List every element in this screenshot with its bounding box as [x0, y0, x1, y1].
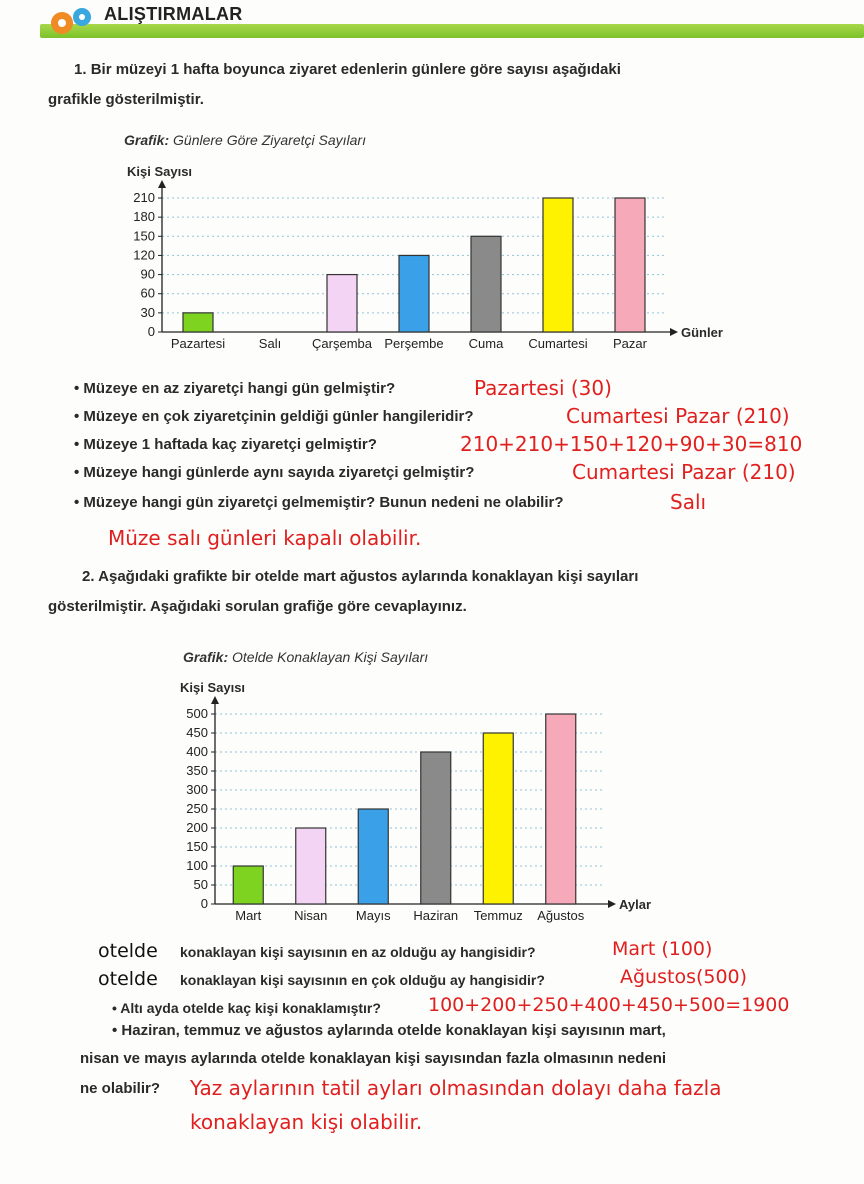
- q1-answer-4: Cumartesi Pazar (210): [572, 460, 796, 484]
- y-tick-label: 300: [186, 782, 208, 797]
- q2-question-2: konaklayan kişi sayısının en çok olduğu ay hangisidir?: [180, 972, 545, 988]
- gear-logo-icon: [44, 3, 104, 37]
- bar-7: [615, 198, 645, 332]
- q2-question-1: konaklayan kişi sayısının en az olduğu ay hangisidir?: [180, 944, 536, 960]
- header-bar: [40, 24, 864, 38]
- y-tick-label: 250: [186, 801, 208, 816]
- bar-4: [399, 255, 429, 332]
- y-tick-label: 400: [186, 744, 208, 759]
- category-label-4: Perşembe: [384, 336, 444, 351]
- category-label-1: Pazartesi: [170, 336, 226, 351]
- q2-text: [48, 562, 838, 622]
- category-label-2: Nisan: [294, 908, 328, 923]
- y-axis-arrow: [211, 696, 219, 704]
- y-tick-label: 0: [200, 896, 208, 911]
- y-tick-label: 30: [140, 304, 155, 320]
- q2-last-question-line3: ne olabilir?: [80, 1080, 161, 1097]
- y-tick-label: 200: [186, 820, 208, 835]
- page-title: ALIŞTIRMALAR: [104, 4, 243, 24]
- y-tick-label: 120: [133, 247, 155, 263]
- q2-handwritten-word-1: otelde: [98, 940, 158, 962]
- category-label-3: Mayıs: [355, 908, 391, 923]
- y-tick-label: 0: [147, 324, 155, 339]
- y-tick-label: 90: [140, 266, 155, 282]
- y-tick-label: 500: [186, 706, 208, 721]
- q1-answer-3: 210+210+150+120+90+30=810: [460, 432, 803, 456]
- q2-handwritten-word-2: otelde: [98, 968, 158, 990]
- y-tick-label: 350: [186, 763, 208, 778]
- y-axis-label: Kişi Sayısı: [127, 164, 193, 179]
- category-label-1: Mart: [235, 908, 262, 923]
- q1-answer-5: Salı: [670, 490, 707, 514]
- q1-answer-1: Pazartesi (30): [474, 376, 612, 400]
- q1-answer-2: Cumartesi Pazar (210): [566, 404, 790, 428]
- category-label-3: Çarşemba: [312, 336, 372, 351]
- q2-last-answer-line1: Yaz aylarının tatil ayları olmasından dolayı daha fazla: [190, 1076, 722, 1100]
- q1-text: [48, 55, 838, 115]
- category-label-2: Salı: [258, 336, 282, 351]
- category-label-6: Ağustos: [537, 908, 585, 923]
- y-tick-label: 50: [193, 877, 208, 892]
- bar-6: [543, 198, 573, 332]
- y-tick-label: 60: [140, 285, 155, 301]
- q2-last-question-line2: nisan ve mayıs aylarında otelde konaklayan kişi sayısından fazla olmasının nedeni: [80, 1050, 667, 1067]
- chart2: [170, 668, 670, 928]
- chart2-title: Grafik: Otelde Konaklayan Kişi Sayıları: [183, 649, 429, 665]
- q2-text-line1: Aşağıdaki grafikte bir otelde mart ağustos aylarında konaklayan kişi sayıları: [98, 568, 639, 585]
- q1-question-3: • Müzeye 1 haftada kaç ziyaretçi gelmiştir?: [74, 436, 377, 453]
- q2-answer-1: Mart (100): [612, 938, 713, 960]
- category-label-4: Haziran: [413, 908, 459, 923]
- y-tick-label: 450: [186, 725, 208, 740]
- y-tick-label: 210: [133, 190, 155, 205]
- x-axis-arrow: [670, 328, 678, 336]
- q1-question-5: • Müzeye hangi gün ziyaretçi gelmemiştir? Bunun nedeni ne olabilir?: [74, 494, 564, 511]
- bar-5: [471, 236, 501, 332]
- y-axis-arrow: [158, 180, 166, 188]
- q2-text-line2: gösterilmiştir. Aşağıdaki sorulan grafiğe göre cevaplayınız.: [48, 598, 467, 615]
- x-axis-label: Günler: [681, 325, 723, 340]
- category-label-7: Pazar: [613, 336, 647, 351]
- y-tick-label: 150: [186, 839, 208, 854]
- q2-last-question-line1: • Haziran, temmuz ve ağustos aylarında otelde konaklayan kişi sayısının mart,: [112, 1022, 666, 1039]
- category-label-5: Cuma: [468, 336, 504, 351]
- y-tick-label: 180: [133, 209, 155, 225]
- q2-number: 2.: [82, 568, 95, 585]
- bar-6: [546, 714, 576, 904]
- x-axis-arrow: [608, 900, 616, 908]
- bar-1: [233, 866, 263, 904]
- bar-5: [483, 733, 513, 904]
- q2-question-3: • Altı ayda otelde kaç kişi konaklamıştır?: [112, 1000, 381, 1016]
- q1-question-1: • Müzeye en az ziyaretçi hangi gün gelmiştir?: [74, 380, 396, 397]
- bar-3: [327, 275, 357, 332]
- chart1-title: Grafik: Günlere Göre Ziyaretçi Sayıları: [124, 132, 366, 148]
- category-label-5: Temmuz: [473, 908, 523, 923]
- bar-3: [358, 809, 388, 904]
- y-tick-label: 100: [186, 858, 208, 873]
- y-tick-label: 150: [133, 228, 155, 244]
- category-label-6: Cumartesi: [528, 336, 588, 351]
- q1-question-2: • Müzeye en çok ziyaretçinin geldiği günler hangileridir?: [74, 408, 474, 425]
- q1-text-line2: grafikle gösterilmiştir.: [48, 91, 204, 108]
- q1-number: 1.: [74, 61, 87, 78]
- q1-text-line1: Bir müzeyi 1 hafta boyunca ziyaret edenlerin günlere göre sayısı aşağıdaki: [90, 61, 621, 78]
- bar-4: [421, 752, 451, 904]
- chart1: [110, 150, 750, 360]
- y-axis-label: Kişi Sayısı: [180, 680, 246, 695]
- x-axis-label: Aylar: [619, 897, 652, 912]
- bar-1: [183, 313, 213, 332]
- q2-answer-3: 100+200+250+400+450+500=1900: [428, 994, 790, 1016]
- bar-2: [296, 828, 326, 904]
- q1-extra-answer: Müze salı günleri kapalı olabilir.: [108, 526, 422, 550]
- q2-last-answer-line2: konaklayan kişi olabilir.: [190, 1110, 423, 1134]
- q1-question-4: • Müzeye hangi günlerde aynı sayıda ziyaretçi gelmiştir?: [74, 464, 475, 481]
- q2-answer-2: Ağustos(500): [620, 966, 748, 988]
